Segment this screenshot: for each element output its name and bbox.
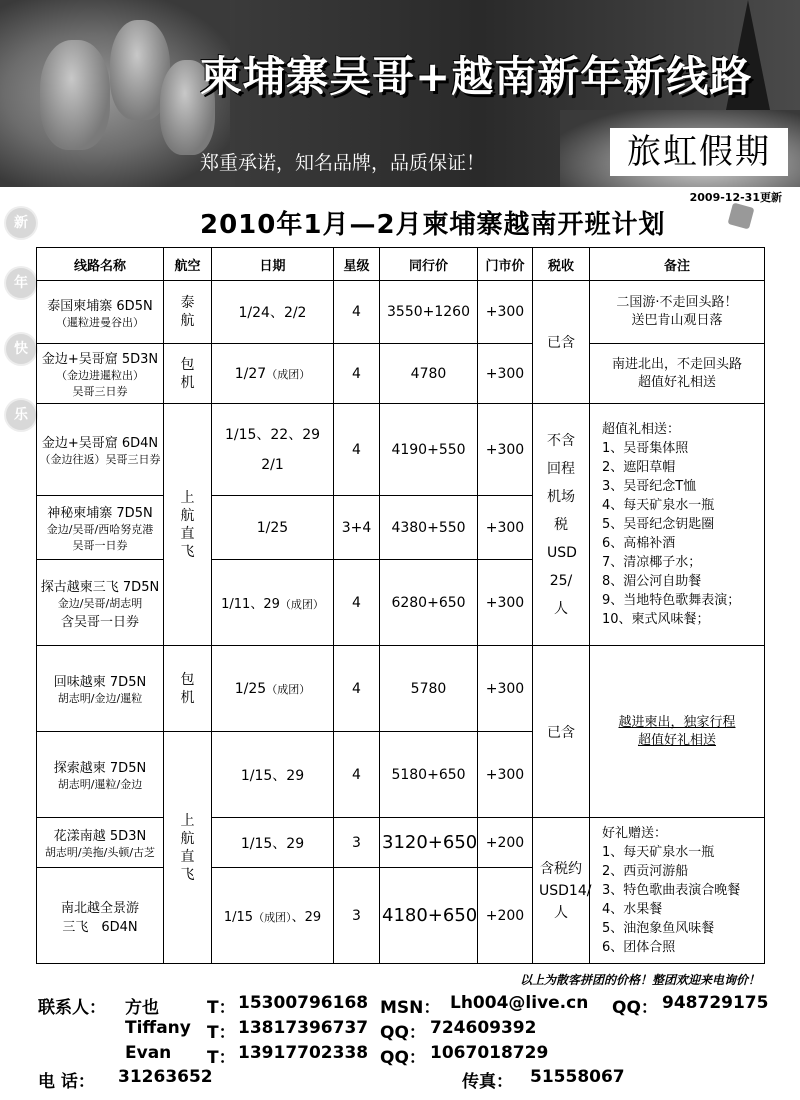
route-detail: 胡志明/暹粒/金边 (57, 778, 143, 791)
tax: 已含 (533, 646, 590, 818)
note: 二国游·不走回头路！ (616, 295, 738, 310)
route-name: 神秘柬埔寨 7D5N (47, 506, 153, 521)
col-airline: 航空 (164, 248, 212, 281)
gift-item: 1、每天矿泉水一瓶 (602, 845, 715, 860)
star-level: 4 (334, 646, 380, 732)
trade-price: 3120+650 (380, 818, 478, 868)
gift-item: 2、遮阳草帽 (602, 460, 676, 475)
retail-price: +300 (478, 496, 533, 560)
date: 1/15 (223, 910, 254, 925)
retail-price: +200 (478, 868, 533, 964)
plan-title: 2010年1月—2月柬埔寨越南开班计划 (200, 210, 666, 240)
tel-number: 15300796168 (238, 993, 369, 1013)
route-name: 探古越柬三飞 7D5N (40, 579, 160, 595)
gift-item: 1、吴哥集体照 (602, 441, 689, 456)
retail-price: +300 (478, 560, 533, 646)
route-detail: （暹粒进曼谷出） (56, 315, 144, 329)
retail-price: +300 (478, 404, 533, 496)
gift-title: 好礼赠送： (602, 826, 668, 841)
qq-label: QQ： (380, 1023, 426, 1043)
date: 1/27 (234, 365, 267, 382)
gift-item: 4、水果餐 (602, 902, 663, 917)
route-name: 花漾南越 5D3N (53, 829, 147, 844)
gift-item: 5、油泡象鱼风味餐 (602, 921, 715, 936)
qq-number: 724609392 (430, 1018, 537, 1038)
note: 超值好礼相送 (637, 374, 716, 390)
route-name: 泰国柬埔寨 6D5N (47, 298, 153, 314)
date: 2/1 (261, 456, 284, 473)
date: 1/24、2/2 (212, 281, 334, 344)
date: 1/15、22、29 (224, 426, 321, 443)
airline: 上航直飞 (164, 404, 212, 646)
gift-item: 8、湄公河自助餐 (602, 574, 702, 589)
table-row (37, 404, 765, 496)
gift-item: 3、吴哥纪念T恤 (602, 479, 697, 494)
route-detail: 胡志明/美拖/头顿/古芝 (44, 846, 156, 859)
qq-number: 1067018729 (430, 1043, 549, 1063)
route-detail: 吴哥三日券 (72, 385, 128, 398)
airline: 泰航 (164, 281, 212, 344)
gift-item: 5、吴哥纪念钥匙圈 (602, 517, 715, 532)
gift-item: 7、清凉椰子水； (602, 555, 702, 570)
contact-name: Tiffany (125, 1018, 191, 1038)
badge-xin: 新 (6, 208, 36, 238)
statue-image (0, 0, 230, 187)
retail-price: +300 (478, 732, 533, 818)
schedule-table (36, 247, 765, 964)
route-detail: 胡志明/金边/暹粒 (57, 692, 143, 705)
star-level: 4 (334, 404, 380, 496)
table-row (37, 646, 765, 732)
contact-label: 联系人： (38, 998, 106, 1018)
trade-price: 3550+1260 (380, 281, 478, 344)
tel-label: T： (207, 1023, 236, 1043)
date-note: （成团） (279, 598, 324, 611)
col-star: 星级 (334, 248, 380, 281)
tel-label: T： (207, 1048, 236, 1068)
gift-item: 2、西贡河游船 (602, 864, 689, 879)
price-note: 以上为散客拼团的价格！整团欢迎来电询价！ (519, 973, 760, 987)
badge-le: 乐 (6, 400, 36, 430)
date: 1/25 (212, 496, 334, 560)
retail-price: +200 (478, 818, 533, 868)
trade-price: 4180+650 (380, 868, 478, 964)
col-retail-price: 门市价 (478, 248, 533, 281)
route-name: 回味越柬 7D5N (53, 675, 147, 690)
date: 1/25 (234, 680, 267, 697)
route-name: 金边+吴哥窟 5D3N (41, 352, 159, 367)
gift-item: 6、高棉补酒 (602, 536, 676, 551)
date: 1/15、29 (212, 732, 334, 818)
table-row (37, 344, 765, 404)
route-detail: 金边/吴哥/胡志明 (57, 596, 143, 610)
msn-account: Lh004@live.cn (450, 993, 589, 1013)
phone-number: 31263652 (118, 1067, 213, 1087)
star-level: 4 (334, 281, 380, 344)
tel-number: 13917702338 (238, 1043, 369, 1063)
qq-label: QQ： (380, 1048, 426, 1068)
fax-number: 51558067 (530, 1067, 625, 1087)
qq-number: 948729175 (662, 993, 769, 1013)
route-name: 金边+吴哥窟 6D4N (41, 436, 159, 451)
fax-label: 传真： (462, 1072, 513, 1092)
tax: 含税约USD14/人 (533, 818, 590, 964)
route-detail: 含吴哥一日券 (60, 614, 139, 630)
decorative-icon (728, 203, 755, 230)
badge-nian: 年 (6, 268, 36, 298)
trade-price: 4780 (380, 344, 478, 404)
tax: 不含回程机场税 USD 25/人 (533, 404, 590, 646)
gift-item: 9、当地特色歌舞表演； (602, 593, 741, 608)
tel-number: 13817396737 (238, 1018, 369, 1038)
brand-logo: 旅虹假期 (610, 128, 788, 176)
date-note: （成团） (253, 911, 292, 924)
airline: 包机 (164, 344, 212, 404)
note: 超值好礼相送 (637, 732, 716, 748)
route-name: 南北越全景游 (60, 900, 139, 916)
date-note: （成团） (266, 367, 311, 381)
badge-kuai: 快 (6, 334, 36, 364)
star-level: 3 (334, 868, 380, 964)
route-name: 探索越柬 7D5N (53, 761, 147, 776)
airline: 上航直飞 (164, 732, 212, 964)
table-header-row (37, 248, 765, 281)
col-tax: 税收 (533, 248, 590, 281)
route-detail: 吴哥一日券 (72, 539, 128, 552)
star-level: 4 (334, 344, 380, 404)
date: 1/11、29 (221, 597, 280, 612)
date: 1/15、29 (212, 818, 334, 868)
gift-item: 6、团体合照 (602, 940, 676, 955)
updated-date: 2009-12-31更新 (689, 191, 782, 204)
tax: 已含 (533, 281, 590, 404)
tel-label: T： (207, 998, 236, 1018)
gift-title: 超值礼相送： (602, 422, 681, 437)
phone-label: 电 话： (38, 1072, 95, 1092)
gift-item: 4、每天矿泉水一瓶 (602, 498, 715, 513)
route-detail: （金边往返）吴哥三日券 (39, 453, 161, 466)
trade-price: 6280+650 (380, 560, 478, 646)
date: 、29 (291, 910, 322, 925)
note: 送巴肯山观日落 (631, 313, 723, 328)
col-route: 线路名称 (37, 248, 164, 281)
col-date: 日期 (212, 248, 334, 281)
contact-name: 方也 (125, 998, 159, 1018)
msn-label: MSN： (380, 998, 441, 1018)
trade-price: 4190+550 (380, 404, 478, 496)
gift-item: 3、特色歌曲表演合晚餐 (602, 883, 741, 898)
date-note: （成团） (266, 682, 311, 696)
gift-item: 10、柬式风味餐； (602, 612, 710, 627)
gift-list-a (590, 404, 765, 646)
retail-price: +300 (478, 344, 533, 404)
page-title: 柬埔寨吴哥+越南新年新线路 (200, 52, 753, 101)
trade-price: 4380+550 (380, 496, 478, 560)
star-level: 4 (334, 732, 380, 818)
note: 越进柬出，独家行程 (618, 714, 736, 730)
route-detail: （金边进暹粒出） (56, 369, 144, 382)
col-notes: 备注 (590, 248, 765, 281)
gift-list-b (590, 818, 765, 964)
table-row (37, 281, 765, 344)
qq-label: QQ： (612, 998, 658, 1018)
contact-name: Evan (125, 1043, 172, 1063)
table-row (37, 818, 765, 868)
note: 南进北出，不走回头路 (611, 356, 742, 372)
route-detail: 三飞 6D4N (62, 919, 138, 935)
star-level: 4 (334, 560, 380, 646)
star-level: 3+4 (334, 496, 380, 560)
star-level: 3 (334, 818, 380, 868)
retail-price: +300 (478, 281, 533, 344)
airline: 包机 (164, 646, 212, 732)
col-trade-price: 同行价 (380, 248, 478, 281)
trade-price: 5180+650 (380, 732, 478, 818)
slogan: 郑重承诺，知名品牌，品质保证！ (200, 152, 486, 174)
route-detail: 金边/吴哥/西哈努克港 (46, 523, 154, 536)
retail-price: +300 (478, 646, 533, 732)
header-banner (0, 0, 800, 187)
trade-price: 5780 (380, 646, 478, 732)
